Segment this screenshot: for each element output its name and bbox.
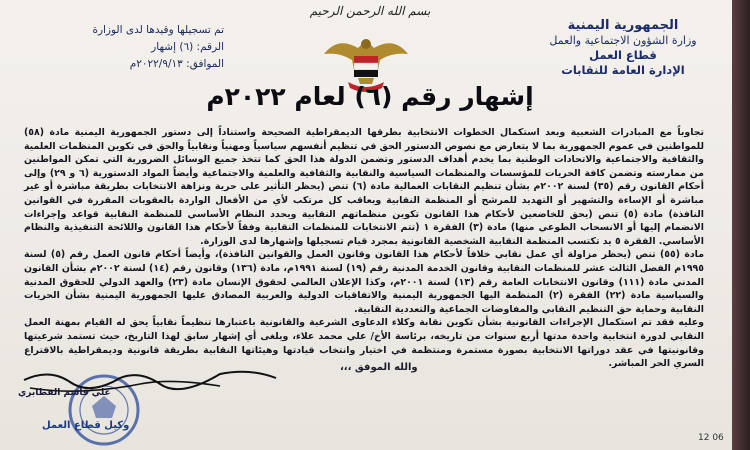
registration-number-row xyxy=(14,39,224,56)
ministry-name: وزارة الشؤون الاجتماعية والعمل xyxy=(549,34,697,47)
document-title: إشهار رقم (٦) لعام ٢٠٢٢م xyxy=(206,82,534,111)
registration-block xyxy=(14,22,224,73)
signatory-role: وكيل قطاع العمل xyxy=(42,420,130,431)
body-paragraph: تجاوباً مع المبادرات الشعبية وبعد استكمال الخطوات الانتخابية بطرقها الديمقراطية الصحيحة واستناداً إلى دستور الجمهورية اليمنية مادة (٥٨) للمواطنين في عموم الجمهورية بما لا يتعارض مع نصوص الدستور الحق في تنظيم أنفسهم سياسياً ومهنياً ونقابياً والحق في تكوين المنظمات العلمية والثقافية والاجتماعية والاتحادات الوطنية بما يخدم أهداف الدستور وتضمن الدولة هذا الحق كما تتخذ جميع الوسائل الضرورية التي تمكن المواطنين من ممارسته وتضمن كافة الحريات للمؤسسات والمنظمات السياسية والنقابية والثقافية والعلمية والاجتماعية وأيضاً المواد الدستورية (٦ و ٢٩) وإلى أحكام القانون رقم (٣٥) لسنة ٢٠٠٢م بشأن تنظيم النقابات العمالية مادة (٦) تنص (يحظر التأثير على حرية ونزاهة الانتخابات بطريقة مباشرة أو غير مباشرة أو الإساءة والتشهير أو التهديد للمرشح أو المنظمة النقابية ويعاقب كل مرتكب لأي من الأفعال الواردة بالعقوبات المقررة في القوانين النافذة) مادة (٥) تنص (يحق للخاضعين لأحكام هذا القانون تكوين منظماتهم النقابية ويحدد النظام الأساسي للمنظمة النقابية قواعد وإجراءات الانضمام إليها أو الانسحاب الطوعي منها) مادة (٣) الفقرة ١ (تتم الانتخابات للمنظمات النقابية وفقاً لأحكام هذا القانون واللائحة التنفيذية والنظام الأساسي. الفقرة ٥ يد تكتسب المنظمة النقابية الشخصية القانونية بمجرد قيام تسجيلها وإشهارها لدى الوزارة. xyxy=(24,127,704,247)
closing-line: والله الموفق ،،، xyxy=(340,362,418,373)
ministry-header xyxy=(528,18,718,78)
body-paragraph: وعليه فقد تم استكمال الإجراءات القانونية بشأن تكوين نقابة وكلاء الدعاوى الشرعية والقانونية باعتبارها تنظيماً نقابياً يحق له القيام بمهنة العمل النقابي لدورة انتخابية واحدة مدتها أربع سنوات من تاريخه، برئاسة الأخ/ علي محمد علاء، ويلغى أي إشهار سابق لهذا التاريخ، حيث تستمد شرعيتها وقانونيتها في عقد دوراتها الانتخابية بصورة مستمرة ومنتظمة في اختيار وانتخاب قيادتها وهيئاتها النقابية بطريقة قانونية وديمقراطية بالاقتراع السري الحر المباشر. xyxy=(24,317,704,370)
sector-name: قطاع العمل xyxy=(589,48,657,62)
number-value: (٦) إشهار xyxy=(151,41,194,53)
registration-label: تم تسجيلها وقيدها لدى الوزارة xyxy=(92,24,224,36)
date-value: ٢٠٢٢/٩/١٣م xyxy=(129,58,183,70)
department-name: الإدارة العامة للنقابات xyxy=(561,63,685,77)
body-paragraph: مادة (٥٥) تنص (يحظر مزاولة أي عمل نقابي خلافاً لأحكام هذا القانون وقانون العمل والقوانين النافذة)، وأيضاً أحكام قانون العمل رقم (٥) لسنة ١٩٩٥م الفصل الثالث عشر للمنظمات النقابية وقانون الخدمة المدنية رقم (١٩) لسنة ١٩٩١م، مادة (١٣٦) وقانون رقم (١٤) لسنة ٢٠٠٢م بشأن القانون المدني مادة (١١١) وقانون الانتخابات العامة رقم (١٣) لسنة ٢٠٠١م، وكذا الإعلان العالمي لحقوق الإنسان مادة (٢٣) والعهد الدولي للحقوق المدنية والسياسية مادة (٢٢) الفقرة (٢) المنظمة اليها الجمهورية اليمنية والاتفاقيات الدولية والعربية المصادق عليها الجمهورية اليمنية بشأن الحريات النقابية وحماية حق التنظيم النقابي والمفاوضات الجماعية والتعددية النقابية. xyxy=(24,249,705,315)
republic-name: الجمهورية اليمنية xyxy=(567,18,679,33)
document-body xyxy=(24,126,704,371)
date-label: الموافق: xyxy=(186,58,224,70)
page-number: 12 06 xyxy=(698,433,724,443)
background-edge xyxy=(732,0,750,450)
registration-date-row xyxy=(14,56,224,73)
basmala-heading: بسم الله الرحمن الرحيم xyxy=(309,4,431,18)
signatory-name: علي قاسم القطابري xyxy=(18,388,111,398)
signature-and-stamp xyxy=(20,366,280,450)
number-label: الرقم: xyxy=(196,41,224,53)
